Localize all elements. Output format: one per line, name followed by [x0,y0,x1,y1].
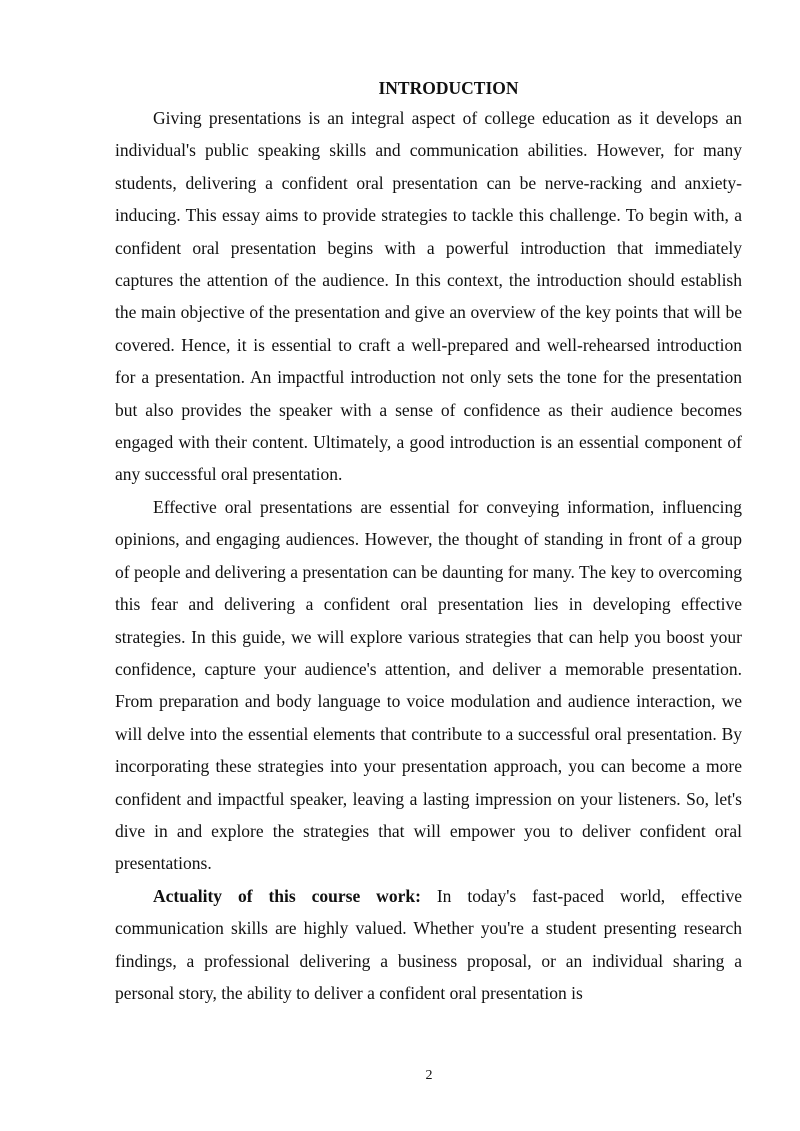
page-content [115,74,742,1009]
paragraph-3-text: In today's fast-paced world, effective communication skills are highly valued. Whether you're a student presenting research findings, a professional delivering a business proposal, or an individual sharing a personal story, the ability to deliver a confident oral presentation is [115,885,743,1003]
paragraph-2 [115,491,742,880]
page-number: 2 [425,1068,433,1083]
paragraph-3 [115,880,742,1010]
paragraph-3-lead: Actuality of this course work: [153,885,421,906]
paragraph-1-text: Giving presentations is an integral aspect of college education as it develops an individual's public speaking skills and communication abilities. However, for many students, delivering a confident oral presentation can be nerve-racking and anxiety-inducing. This essay aims to provide strategies to tackle this challenge. To begin with, a confident oral presentation begins with a powerful introduction that immediately captures the attention of the audience. In this context, the introduction should establish the main objective of the presentation and give an overview of the key points that will be covered. Hence, it is essential to craft a well-prepared and well-rehearsed introduction for a presentation. An impactful introduction not only sets the tone for the presentation but also provides the speaker with a sense of confidence as their audience becomes engaged with their content. Ultimately, a good introduction is an essential component of any successful oral presentation. [115,108,742,485]
paragraph-2-text: Effective oral presentations are essential for conveying information, influencing opinions, and engaging audiences. However, the thought of standing in front of a group of people and delivering a presentation can be daunting for many. The key to overcoming this fear and delivering a confident oral presentation lies in developing effective strategies. In this guide, we will explore various strategies that can help you boost your confidence, capture your audience's attention, and deliver a memorable presentation. From preparation and body language to voice modulation and audience interaction, we will delve into the essential elements that contribute to a successful oral presentation. By incorporating these strategies into your presentation approach, you can become a more confident and impactful speaker, leaving a lasting impression on your listeners. So, let's dive in and explore the strategies that will empower you to deliver confident oral presentations. [115,496,742,874]
section-heading: INTRODUCTION [378,78,519,98]
paragraph-1 [115,102,742,491]
